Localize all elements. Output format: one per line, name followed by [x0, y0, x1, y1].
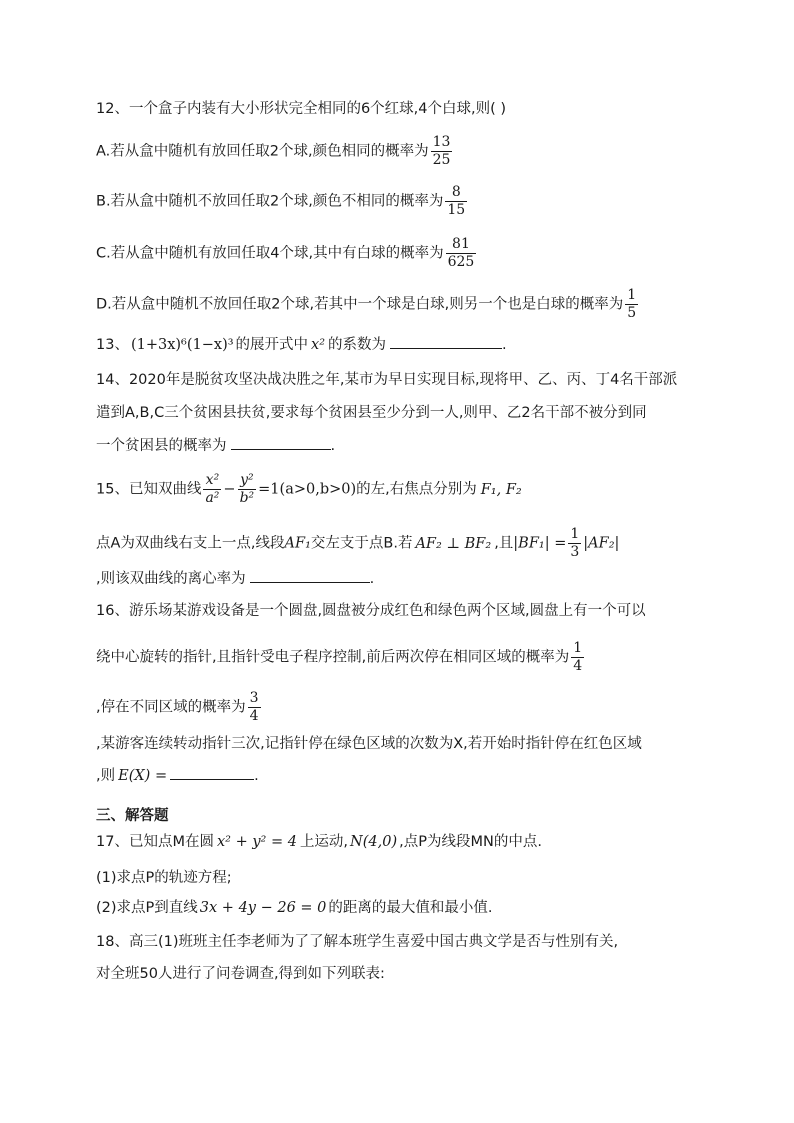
foci: F₁, F₂	[480, 481, 522, 498]
q12-option-d: D.若从盒中随机不放回任取2个球,若其中一个球是白球,则另一个也是白球的概率为 $\frac{1}{5}$	[96, 287, 637, 321]
hyperbola-condition: =1(a>0,b>0)	[258, 481, 357, 498]
fraction: $\frac{1}{5}$	[627, 287, 637, 321]
fraction-third: $\frac{1}{3}$	[570, 526, 580, 560]
q12-stem: 12、一个盒子内装有大小形状完全相同的6个红球,4个白球,则( )	[96, 101, 507, 117]
q14-line3: 一个贫困县的概率为 .	[96, 435, 335, 456]
line-equation: 3x + 4y − 26 = 0	[199, 900, 327, 916]
bf1-length: |BF₁| =	[513, 535, 567, 552]
section-heading: 三、解答题	[96, 808, 169, 824]
fraction: $\frac{3}{4}$	[249, 690, 259, 724]
answer-blank	[250, 568, 370, 583]
q16-line5: ,则 E(X) = .	[96, 765, 259, 786]
q17-stem: 17、已知点M在圆 x² + y² = 4 上运动, N(4,0) ,点P为线段MN的中点.	[96, 834, 542, 850]
q12-option-c: C.若从盒中随机有放回任取4个球,其中有白球的概率为 $\frac{81}{625}$	[96, 236, 475, 270]
q14-line1: 14、2020年是脱贫攻坚决战决胜之年,某市为早日实现目标,现将甲、乙、丙、丁4名干部派	[96, 372, 678, 388]
q13-expression: (1+3x)⁶(1−x)³	[130, 337, 234, 353]
af2-length: |AF₂|	[583, 535, 620, 552]
q17-part2: (2)求点P到直线 3x + 4y − 26 = 0 的距离的最大值和最小值.	[96, 900, 493, 916]
answer-blank	[231, 435, 331, 450]
q18-line2: 对全班50人进行了问卷调查,得到如下列联表:	[96, 966, 385, 982]
answer-blank	[390, 334, 502, 349]
segment-af1: AF₁	[284, 535, 311, 552]
q12-option-b: B.若从盒中随机不放回任取2个球,颜色不相同的概率为 $\frac{8}{15}$	[96, 184, 466, 218]
q18-line1: 18、高三(1)班班主任李老师为了了解本班学生喜爱中国古典文学是否与性别有关,	[96, 934, 619, 950]
point-n: N(4,0)	[350, 834, 398, 850]
q15-line2: 点A为双曲线右支上一点,线段AF₁交左支于点B.若 AF₂ ⊥ BF₂ ,且|BF₁| = $\frac{1}{3}$ |AF₂|	[96, 526, 620, 560]
q15-line3: ,则该双曲线的离心率为 .	[96, 568, 374, 589]
q13-term: x²	[311, 337, 326, 353]
q17-part1: (1)求点P的轨迹方程;	[96, 870, 232, 886]
fraction: $\frac{81}{625}$	[447, 236, 475, 270]
q16-line1: 16、游乐场某游戏设备是一个圆盘,圆盘被分成红色和绿色两个区域,圆盘上有一个可以	[96, 603, 646, 619]
expectation: E(X) =	[118, 768, 168, 784]
q13: 13、 (1+3x)⁶(1−x)³ 的展开式中 x² 的系数为 .	[96, 334, 507, 355]
q12-option-a: A.若从盒中随机有放回任取2个球,颜色相同的概率为 $\frac{13}{25}$	[96, 134, 451, 168]
answer-blank	[170, 765, 254, 780]
perpendicular-relation: AF₂ ⊥ BF₂	[415, 535, 492, 552]
q16-line3: ,停在不同区域的概率为 $\frac{3}{4}$	[96, 690, 259, 724]
fraction-x: $\frac{\text{x²}}{\text{a²}}$	[205, 472, 220, 506]
q16-line4: ,某游客连续转动指针三次,记指针停在绿色区域的次数为X,若开始时指针停在红色区域	[96, 736, 642, 752]
fraction-y: $\frac{\text{y²}}{\text{b²}}$	[239, 472, 255, 506]
fraction: $\frac{8}{15}$	[447, 184, 466, 218]
fraction: $\frac{13}{25}$	[432, 134, 451, 168]
fraction: $\frac{1}{4}$	[573, 640, 583, 674]
q14-line2: 遣到A,B,C三个贫困县扶贫,要求每个贫困县至少分到一人,则甲、乙2名干部不被分到同	[96, 405, 647, 421]
q15-line1: 15、已知双曲线 $\frac{\text{x²}}{\text{a²}}$ − $\frac{\text{y²}}{\text{b²}}$ =1(a>0,b>0)的左,右焦点分别为 F₁, F₂	[96, 472, 522, 506]
circle-equation: x² + y² = 4	[216, 834, 297, 850]
q16-line2: 绕中心旋转的指针,且指针受电子程序控制,前后两次停在相同区域的概率为 $\frac{1}{4}$	[96, 640, 583, 674]
